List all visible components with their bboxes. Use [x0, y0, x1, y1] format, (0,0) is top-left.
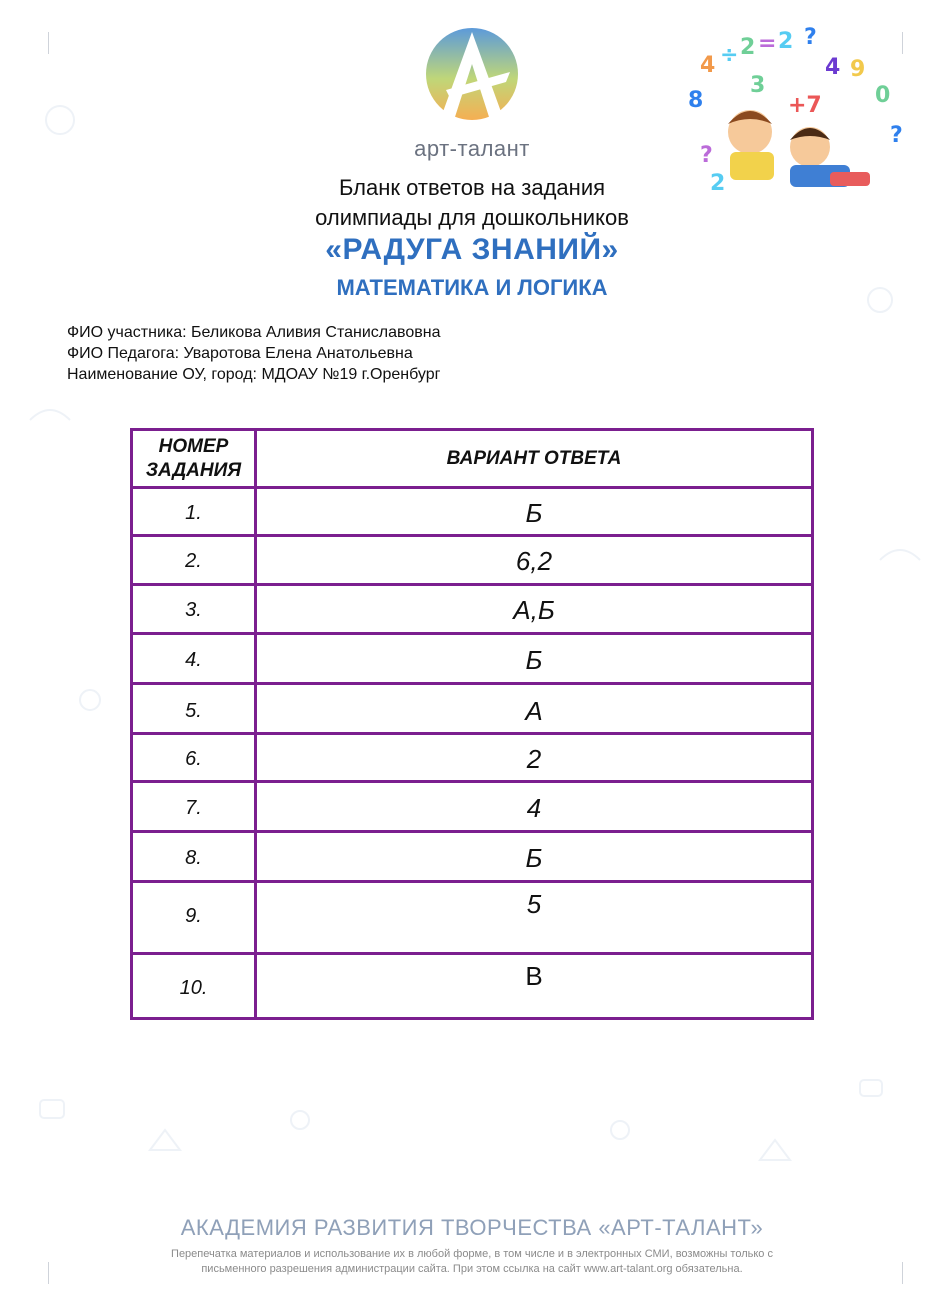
task-number: 10.: [179, 977, 208, 999]
svg-text:=: =: [758, 31, 777, 56]
task-number: 8.: [185, 847, 202, 869]
table-row-number: [130, 534, 257, 586]
svg-text:?: ?: [890, 123, 903, 148]
header-number-cell: [130, 428, 257, 489]
school-name: Наименование ОУ, город: МДОАУ №19 г.Оренбург: [67, 366, 441, 383]
answer-value: Б: [525, 645, 543, 675]
svg-text:8: 8: [688, 88, 704, 113]
corner-mark-top-left: [48, 32, 71, 54]
header-number-line-1: НОМЕР: [158, 436, 229, 457]
table-row-number: [130, 830, 257, 883]
corner-mark-bottom-left: [48, 1262, 71, 1284]
answer-value: 5: [526, 889, 542, 919]
table-row-answer: [254, 632, 814, 685]
svg-text:2: 2: [740, 35, 756, 60]
svg-text:2: 2: [710, 171, 726, 196]
svg-text:4: 4: [825, 55, 841, 80]
svg-text:÷: ÷: [720, 43, 739, 68]
olympiad-title: «РАДУГА ЗНАНИЙ»: [325, 233, 619, 266]
task-number: 9.: [185, 905, 202, 927]
task-number: 5.: [185, 700, 202, 722]
table-row-answer: [254, 880, 814, 955]
answer-value: В: [525, 961, 543, 991]
answer-value: 4: [526, 793, 542, 823]
task-number: 2.: [185, 550, 202, 572]
svg-text:+7: +7: [788, 93, 822, 118]
task-number: 6.: [185, 748, 202, 770]
svg-text:3: 3: [750, 73, 766, 98]
svg-text:2: 2: [778, 29, 794, 54]
task-number: 1.: [185, 502, 202, 524]
answer-value: А: [525, 696, 543, 726]
copyright-line-2: письменного разрешения администрации сайта. При этом ссылка на сайт www.art-talant.org обязательна.: [201, 1263, 743, 1275]
academy-footer: АКАДЕМИЯ РАЗВИТИЯ ТВОРЧЕСТВА «АРТ-ТАЛАНТ»: [180, 1215, 764, 1240]
answer-table: [130, 428, 814, 1020]
table-row-answer: [254, 830, 814, 883]
header-number-label: [133, 435, 254, 483]
teacher-name: ФИО Педагога: Уваротова Елена Анатольевна: [67, 345, 413, 362]
header-answer-label: ВАРИАНТ ОТВЕТА: [446, 448, 622, 469]
subject-title: МАТЕМАТИКА И ЛОГИКА: [336, 275, 608, 300]
answer-value: А,Б: [513, 595, 555, 625]
copyright-line-1: Перепечатка материалов и использование их в любой форме, в том числе и в электронных СМИ, возможны только с: [171, 1248, 773, 1260]
header-answer-cell: [254, 428, 814, 489]
table-row-answer: [254, 952, 814, 1020]
task-number: 4.: [185, 649, 202, 671]
task-number: 3.: [185, 599, 202, 621]
table-row-answer: [254, 486, 814, 537]
header-number-line-2: ЗАДАНИЯ: [145, 460, 242, 481]
table-row-answer: [254, 682, 814, 735]
svg-text:?: ?: [700, 143, 713, 168]
copyright-notice: [90, 1247, 854, 1277]
table-row-number: [130, 632, 257, 685]
svg-text:4: 4: [700, 53, 716, 78]
table-row-number: [130, 682, 257, 735]
table-row-answer: [254, 534, 814, 586]
heading-line-2: олимпиады для дошкольников: [315, 205, 629, 230]
table-row-number: [130, 583, 257, 635]
table-row-number: [130, 880, 257, 955]
answer-value: Б: [525, 498, 543, 528]
svg-text:?: ?: [804, 25, 817, 50]
answer-value: 2: [526, 744, 542, 774]
participant-name: ФИО участника: Беликова Аливия Станиславовна: [67, 324, 441, 341]
corner-mark-bottom-right: [880, 1262, 903, 1284]
svg-text:9: 9: [850, 57, 866, 82]
heading-line-1: Бланк ответов на задания: [338, 175, 606, 200]
table-row-number: [130, 732, 257, 783]
table-row-answer: [254, 732, 814, 783]
table-row-answer: [254, 583, 814, 635]
table-row-answer: [254, 780, 814, 833]
table-row-number: [130, 952, 257, 1020]
logo-text: арт-талант: [414, 136, 530, 161]
svg-text:0: 0: [875, 83, 891, 108]
task-number: 7.: [185, 797, 202, 819]
answer-value: 6,2: [515, 546, 553, 576]
table-row-number: [130, 780, 257, 833]
table-row-number: [130, 486, 257, 537]
answer-value: Б: [525, 843, 543, 873]
